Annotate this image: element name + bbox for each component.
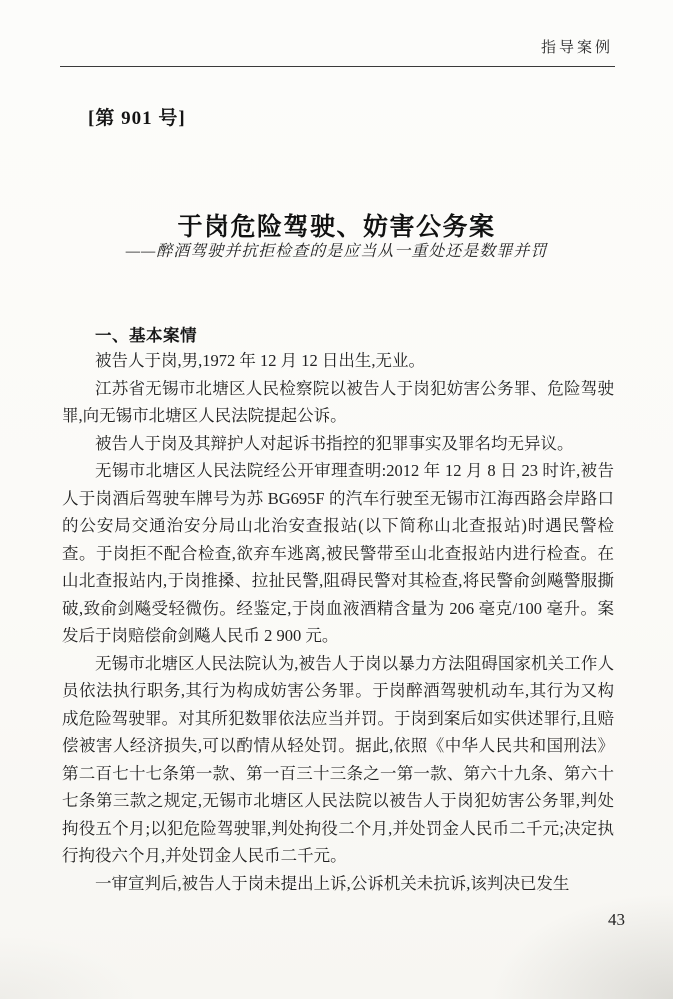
case-title: 于岗危险驾驶、妨害公务案 — [177, 213, 496, 241]
running-head-label: 指导案例 — [540, 40, 613, 56]
body-paragraph: 无锡市北塘区人民法院经公开审理查明:2012 年 12 月 8 日 23 时许,被告人于岗酒后驾驶车牌号为苏 BG695F 的汽车行驶至无锡市江海西路会岸路口的公安局交通治安分局山北治安查报站(以下简称山北查报站)时遇民警检查。于岗拒不配合检查,欲弃车逃离,被民警带至山北查报站内进行检查。在山北查报站内,于岗推搡、拉扯民警,阻碍民警对其检查,将民警俞剑飚警服撕破,致俞剑飚受轻微伤。经鉴定,于岗血液酒精含量为 206 毫克/100 毫升。案发后于岗赔偿俞剑飚人民币 2 900 元。 — [62, 461, 614, 645]
case-number-label: [第 901 号] — [88, 108, 186, 129]
case-subtitle: ——醉酒驾驶并抗拒检查的是应当从一重处还是数罪并罚 — [125, 243, 548, 260]
body-text-block — [62, 347, 614, 897]
section-heading-basic-facts: 一、基本案情 — [95, 325, 197, 345]
body-paragraph: 被告人于岗,男,1972 年 12 月 12 日出生,无业。 — [95, 351, 425, 370]
body-paragraph: 无锡市北塘区人民法院认为,被告人于岗以暴力方法阻碍国家机关工作人员依法执行职务,其行为构成妨害公务罪。于岗醉酒驾驶机动车,其行为又构成危险驾驶罪。对其所犯数罪依法应当并罚。于岗到案后如实供述罪行,且赔偿被害人经济损失,可以酌情从轻处罚。据此,依照《中华人民共和国刑法》第二百七十七条第一款、第一百三十三条之一第一款、第六十九条、第六十七条第三款之规定,无锡市北塘区人民法院以被告人于岗犯妨害公务罪,判处拘役五个月;以犯危险驾驶罪,判处拘役二个月,并处罚金人民币二千元;决定执行拘役六个月,并处罚金人民币二千元。 — [62, 653, 614, 865]
body-paragraph: 江苏省无锡市北塘区人民检察院以被告人于岗犯妨害公务罪、危险驾驶罪,向无锡市北塘区人民法院提起公诉。 — [62, 378, 614, 425]
header-rule — [60, 66, 615, 67]
page-number: 43 — [608, 910, 625, 929]
body-paragraph: 被告人于岗及其辩护人对起诉书指控的犯罪事实及罪名均无异议。 — [95, 433, 574, 453]
body-paragraph: 一审宣判后,被告人于岗未提出上诉,公诉机关未抗诉,该判决已发生 — [95, 873, 570, 893]
